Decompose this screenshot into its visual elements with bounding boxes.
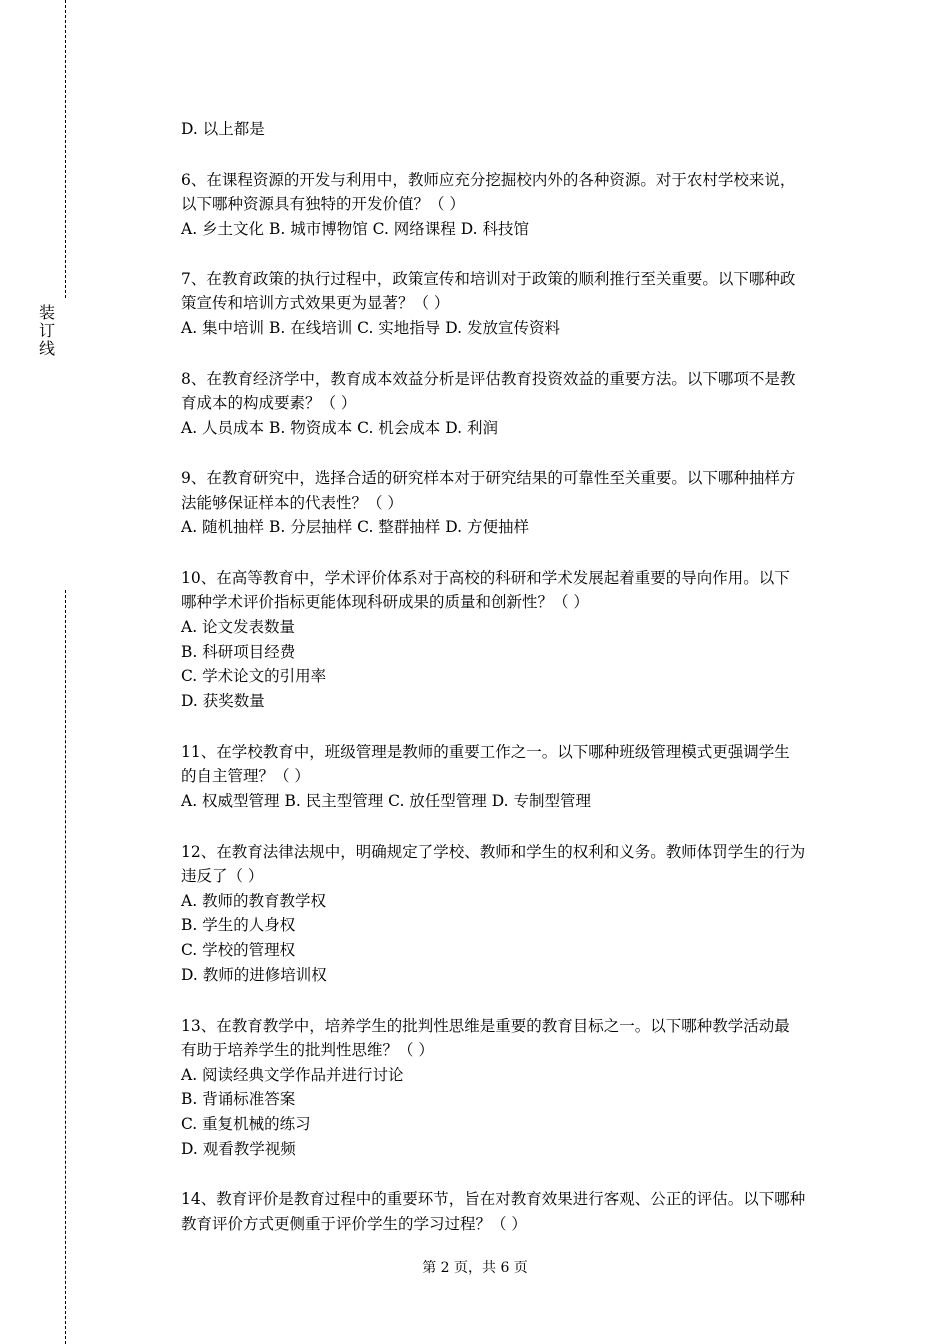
text-line: D. 以上都是 xyxy=(181,120,265,138)
text-line: A. 随机抽样 B. 分层抽样 C. 整群抽样 D. 方便抽样 xyxy=(181,518,529,536)
text-line: D. 教师的进修培训权 xyxy=(181,966,327,984)
text-line: D. 获奖数量 xyxy=(181,692,265,710)
text-line: 13、在教育教学中，培养学生的批判性思维是重要的教育目标之一。以下哪种教学活动最 xyxy=(181,1017,790,1035)
binding-line-top xyxy=(65,0,66,298)
text-line: C. 学术论文的引用率 xyxy=(181,667,327,685)
text-line: A. 人员成本 B. 物资成本 C. 机会成本 D. 利润 xyxy=(181,419,498,437)
text-line: D. 观看教学视频 xyxy=(181,1140,296,1158)
text-line: 育成本的构成要素？（ ） xyxy=(181,394,357,412)
binding-char: 订 xyxy=(38,321,55,340)
text-line: 7、在教育政策的执行过程中，政策宣传和培训对于政策的顺利推行至关重要。以下哪种政 xyxy=(181,270,796,288)
text-line: B. 科研项目经费 xyxy=(181,643,296,661)
text-line: 违反了（ ） xyxy=(181,867,264,885)
text-line: 策宣传和培训方式效果更为显著？（ ） xyxy=(181,294,450,312)
text-line: A. 教师的教育教学权 xyxy=(181,892,327,910)
text-line: C. 重复机械的练习 xyxy=(181,1115,311,1133)
text-line: A. 阅读经典文学作品并进行讨论 xyxy=(181,1066,404,1084)
binding-line-bottom xyxy=(65,590,66,1344)
text-line: 12、在教育法律法规中，明确规定了学校、教师和学生的权利和义务。教师体罚学生的行为 xyxy=(181,843,806,861)
text-line: A. 权威型管理 B. 民主型管理 C. 放任型管理 D. 专制型管理 xyxy=(181,792,591,810)
text-line: 有助于培养学生的批判性思维？（ ） xyxy=(181,1041,434,1059)
text-line: 6、在课程资源的开发与利用中，教师应充分挖掘校内外的各种资源。对于农村学校来说， xyxy=(181,171,796,189)
binding-char: 装 xyxy=(38,303,55,322)
text-line: C. 学校的管理权 xyxy=(181,941,296,959)
text-line: 9、在教育研究中，选择合适的研究样本对于研究结果的可靠性至关重要。以下哪种抽样方 xyxy=(181,469,796,487)
text-line: 哪种学术评价指标更能体现科研成果的质量和创新性？（ ） xyxy=(181,593,589,611)
text-line: 14、教育评价是教育过程中的重要环节，旨在对教育效果进行客观、公正的评估。以下哪种 xyxy=(181,1190,806,1208)
text-line: 的自主管理？（ ） xyxy=(181,767,310,785)
text-line: A. 论文发表数量 xyxy=(181,618,296,636)
text-line: 11、在学校教育中，班级管理是教师的重要工作之一。以下哪种班级管理模式更强调学生 xyxy=(181,743,790,761)
text-line: A. 集中培训 B. 在线培训 C. 实地指导 D. 发放宣传资料 xyxy=(181,319,560,337)
binding-char: 线 xyxy=(38,339,55,358)
text-line: 法能够保证样本的代表性？（ ） xyxy=(181,494,403,512)
text-line: B. 背诵标准答案 xyxy=(181,1090,296,1108)
text-line: B. 学生的人身权 xyxy=(181,916,296,934)
text-line: 8、在教育经济学中，教育成本效益分析是评估教育投资效益的重要方法。以下哪项不是教 xyxy=(181,370,796,388)
binding-label xyxy=(38,304,56,358)
text-line: 以下哪种资源具有独特的开发价值？（ ） xyxy=(181,195,465,213)
text-line: 10、在高等教育中，学术评价体系对于高校的科研和学术发展起着重要的导向作用。以下 xyxy=(181,569,790,587)
page-footer: 第 2 页，共 6 页 xyxy=(422,1260,528,1276)
text-line: 教育评价方式更侧重于评价学生的学习过程？（ ） xyxy=(181,1215,527,1233)
text-line: A. 乡土文化 B. 城市博物馆 C. 网络课程 D. 科技馆 xyxy=(181,220,529,238)
